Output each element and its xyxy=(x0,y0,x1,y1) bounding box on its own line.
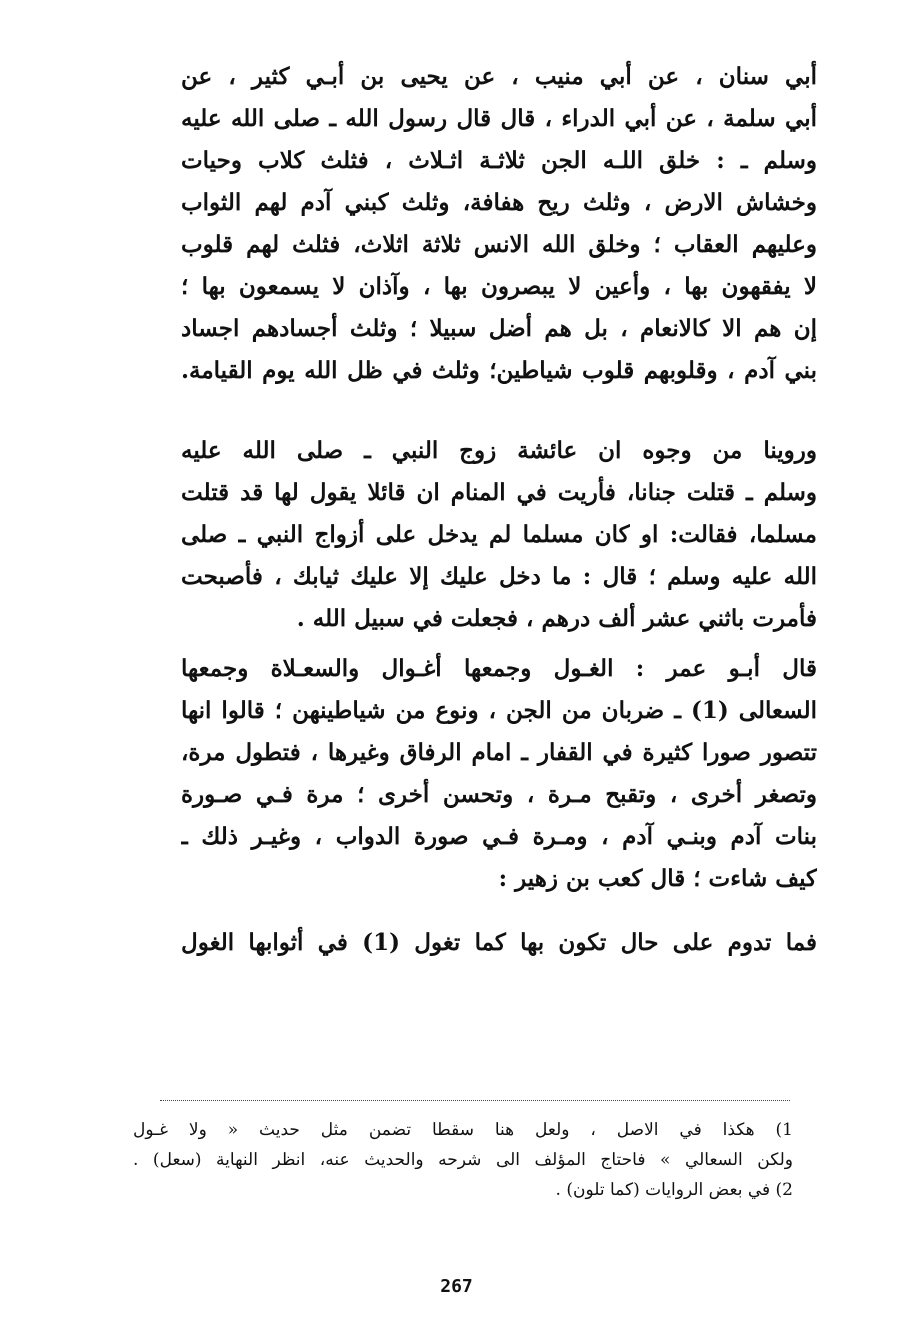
text-line: مسلما، فقالت: او كان مسلما لم يدخل على أزواج النبي ـ صلى xyxy=(181,521,817,548)
text-line: بنات آدم وبنـي آدم ، ومـرة فـي صورة الدواب ، وغيـر ذلك ـ xyxy=(181,823,817,850)
text-line: الله عليه وسلم ؛ قال : ما دخل عليك إلا عليك ثيابك ، فأصبحت xyxy=(181,563,817,590)
footnotes xyxy=(133,1115,793,1205)
text-line: إن هم الا كالانعام ، بل هم أضل سبيلا ؛ وثلث أجسادهم اجساد xyxy=(181,315,817,342)
text-line: وسلم ـ : خلق اللـه الجن ثلاثـة اثـلاث ، فثلث كلاب وحيات xyxy=(181,147,817,174)
text-line: قال أبـو عمر : الغـول وجمعها أغـوال والسعـلاة وجمعها xyxy=(181,655,817,682)
footnote-divider xyxy=(160,1100,790,1101)
text-line: وخشاش الارض ، وثلث ريح هفافة، وثلث كبني آدم لهم الثواب xyxy=(181,189,817,216)
text-line: وروينا من وجوه ان عائشة زوج النبي ـ صلى الله عليه xyxy=(181,437,817,464)
footnote-line: ولكن السعالي » فاحتاج المؤلف الى شرحه والحديث عنه، انظر النهاية (سعل) . xyxy=(133,1150,793,1170)
text-line: فأمرت باثني عشر ألف درهم ، فجعلت في سبيل الله . xyxy=(296,605,817,632)
text-line: وعليهم العقاب ؛ وخلق الله الانس ثلاثة اثلاث، فثلث لهم قلوب xyxy=(181,231,817,258)
text-line: السعالى (1) ـ ضربان من الجن ، ونوع من شياطينهن ؛ قالوا انها xyxy=(181,697,817,724)
footnote-line: 1) هكذا في الاصل ، ولعل هنا سقطا تضمن مثل حديث « ولا غـول xyxy=(133,1120,793,1140)
page-number: 267 xyxy=(440,1276,473,1297)
text-line: بني آدم ، وقلوبهم قلوب شياطين؛ وثلث في ظل الله يوم القيامة. xyxy=(181,357,817,384)
paragraph-3 xyxy=(181,648,817,900)
poetry-verse xyxy=(181,922,817,964)
text-line: لا يفقهون بها ، وأعين لا يبصرون بها ، وآذان لا يسمعون بها ؛ xyxy=(181,273,817,300)
paragraph-1 xyxy=(181,56,817,392)
footnote-line: 2) في بعض الروايات (كما تلون) . xyxy=(555,1180,793,1200)
text-line: تتصور صورا كثيرة في القفار ـ امام الرفاق وغيرها ، فتطول مرة، xyxy=(181,739,817,766)
paragraph-2 xyxy=(181,430,817,640)
text-line: وتصغر أخرى ، وتقبح مـرة ، وتحسن أخرى ؛ مرة فـي صـورة xyxy=(181,781,817,808)
text-line: وسلم ـ قتلت جنانا، فأريت في المنام ان قائلا يقول لها قد قتلت xyxy=(181,479,817,506)
text-line: فما تدوم على حال تكون بها كما تغول (1) في أثوابها الغول xyxy=(181,929,817,956)
text-line: أبي سنان ، عن أبي منيب ، عن يحيى بن أبـي كثير ، عن xyxy=(181,63,817,90)
text-line: أبي سلمة ، عن أبي الدراء ، قال قال رسول الله ـ صلى الله عليه xyxy=(181,105,817,132)
text-line: كيف شاءت ؛ قال كعب بن زهير : xyxy=(498,865,817,892)
